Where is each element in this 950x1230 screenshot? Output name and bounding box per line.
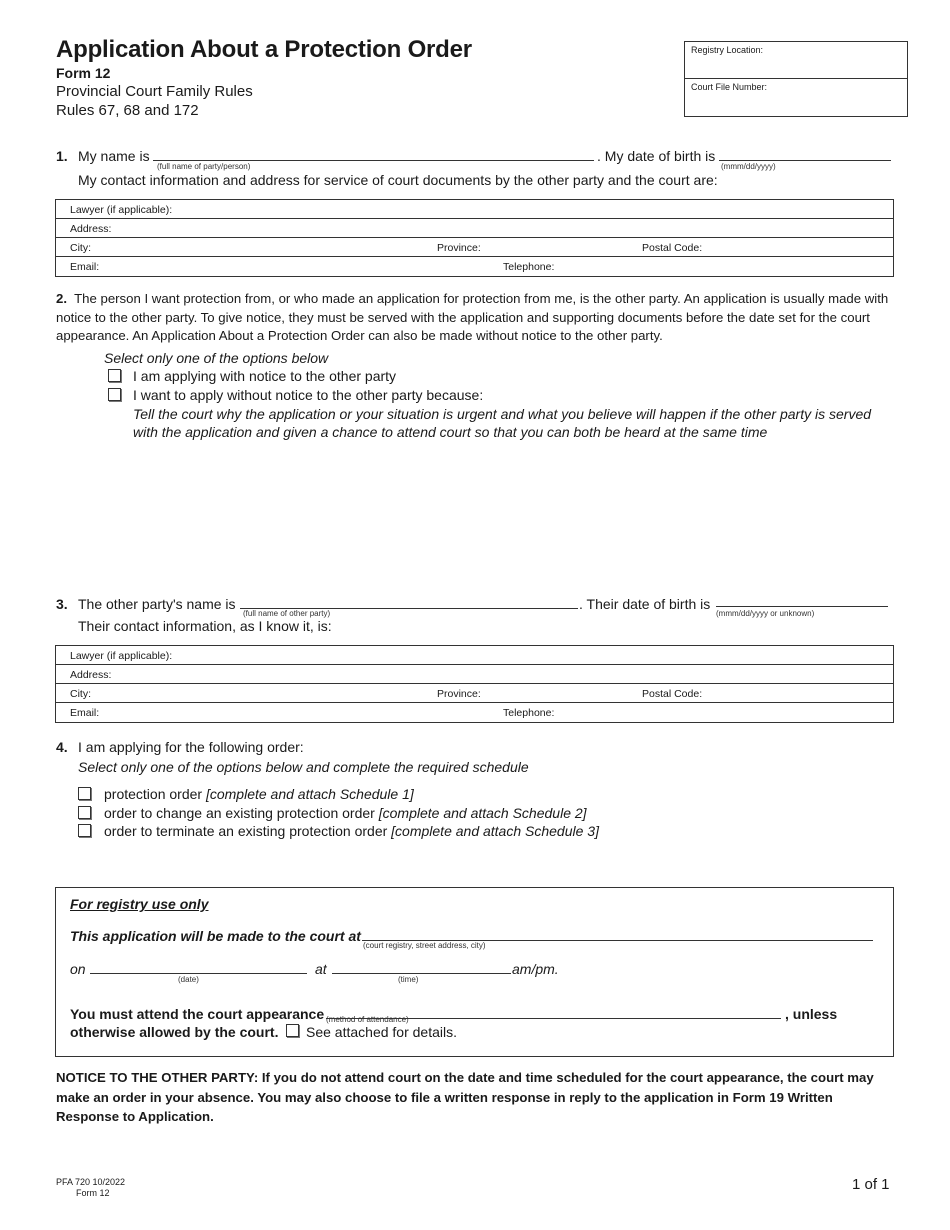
with-notice-checkbox[interactable] [108, 369, 121, 382]
province-label: Province: [437, 688, 481, 700]
time-input[interactable] [332, 973, 511, 974]
section-2-instruction: Select only one of the options below [104, 350, 329, 366]
otherwise-label: otherwise allowed by the court. [70, 1024, 279, 1040]
change-order-schedule: [complete and attach Schedule 2] [378, 805, 587, 821]
unless-label: , unless [785, 1006, 838, 1022]
lawyer-row[interactable] [56, 646, 893, 665]
rules-title: Provincial Court Family Rules [56, 83, 253, 100]
attend-label: You must attend the court appearance [70, 1006, 325, 1022]
section-2-number: 2. [56, 291, 67, 306]
registry-location-field[interactable] [685, 42, 907, 79]
city-row[interactable] [56, 238, 893, 257]
other-party-name-hint: (full name of other party) [243, 609, 331, 618]
city-row[interactable] [56, 684, 893, 703]
change-order-label: order to change an existing protection order [104, 805, 379, 821]
section-1-number: 1. [56, 148, 68, 164]
email-row[interactable] [56, 703, 893, 722]
city-label: City: [70, 688, 91, 700]
page-number: 1 of 1 [852, 1176, 890, 1193]
my-contact-table [55, 199, 894, 277]
province-label: Province: [437, 242, 481, 254]
protection-order-option [104, 786, 414, 802]
telephone-label: Telephone: [503, 261, 555, 273]
terminate-order-checkbox[interactable] [78, 824, 91, 837]
other-party-contact-text: Their contact information, as I know it, is: [78, 618, 332, 634]
urgency-explanation-area[interactable] [133, 446, 893, 586]
my-name-hint: (full name of party/person) [157, 162, 251, 171]
email-label: Email: [70, 261, 100, 273]
section-2-paragraph [56, 290, 894, 346]
time-hint: (time) [398, 975, 419, 984]
my-contact-text: My contact information and address for service of court documents by the other party and the court are: [78, 172, 718, 188]
section-3-number: 3. [56, 596, 68, 612]
footer-code: PFA 720 10/2022 [56, 1177, 126, 1187]
ampm-label: am/pm. [512, 961, 559, 977]
lawyer-row[interactable] [56, 200, 893, 219]
section-4-intro: I am applying for the following order: [78, 739, 304, 755]
registry-heading: For registry use only [70, 896, 209, 912]
terminate-order-label: order to terminate an existing protection order [104, 823, 392, 839]
section-4-instruction: Select only one of the options below and complete the required schedule [78, 759, 529, 775]
at-label: at [315, 961, 327, 977]
date-hint: (date) [178, 975, 199, 984]
without-notice-checkbox[interactable] [108, 388, 121, 401]
lawyer-label: Lawyer (if applicable): [70, 650, 173, 662]
protection-order-checkbox[interactable] [78, 787, 91, 800]
with-notice-label: I am applying with notice to the other party [133, 368, 397, 384]
urgency-instruction-line2: with the application and given a chance to attend court so that you can both be heard at the same time [133, 424, 768, 440]
method-hint: (method of attendance) [326, 1015, 409, 1024]
notice-to-other-party: NOTICE TO THE OTHER PARTY: If you do not attend court on the date and time scheduled for the court appearance, the court may make an order in your absence. You may also choose to file a written response in reply to the application in Form 19 Written Response to Application. [56, 1070, 874, 1124]
page-title: Application About a Protection Order [56, 36, 472, 63]
address-label: Address: [70, 669, 112, 681]
section-2-text: The person I want protection from, or who made an application for protection from me, is the other party. An application is usually made with notice to the other party. To give notice, they must be served with the application and supporting documents before the date set for the court appearance. An Application About a Protection Order can also be made without notice to the other party. [56, 291, 889, 343]
terminate-order-schedule: [complete and attach Schedule 3] [391, 823, 599, 839]
email-row[interactable] [56, 257, 893, 276]
my-name-input[interactable] [153, 160, 594, 161]
postal-code-label: Postal Code: [642, 688, 703, 700]
other-party-dob-label: . Their date of birth is [579, 596, 711, 612]
address-row[interactable] [56, 219, 893, 238]
terminate-order-option [104, 823, 599, 839]
postal-code-label: Postal Code: [642, 242, 703, 254]
change-order-option [104, 805, 587, 821]
city-label: City: [70, 242, 91, 254]
telephone-label: Telephone: [503, 707, 555, 719]
court-file-number-field[interactable] [685, 79, 907, 116]
my-dob-input[interactable] [719, 160, 891, 161]
rules-reference: Rules 67, 68 and 172 [56, 102, 199, 119]
date-input[interactable] [90, 973, 307, 974]
court-at-hint: (court registry, street address, city) [363, 941, 486, 950]
protection-order-schedule: [complete and attach Schedule 1] [205, 786, 414, 802]
court-at-label: This application will be made to the court at [70, 928, 361, 944]
see-attached-checkbox[interactable] [286, 1024, 299, 1037]
without-notice-label: I want to apply without notice to the other party because: [133, 387, 484, 403]
other-party-dob-hint: (mmm/dd/yyyy or unknown) [716, 609, 815, 618]
my-name-label: My name is [78, 148, 150, 164]
section-4-number: 4. [56, 739, 68, 755]
other-party-name-label: The other party's name is [78, 596, 236, 612]
see-attached-label: See attached for details. [306, 1024, 457, 1040]
email-label: Email: [70, 707, 100, 719]
other-party-contact-table [55, 645, 894, 723]
registry-location-label: Registry Location: [691, 45, 764, 55]
change-order-checkbox[interactable] [78, 806, 91, 819]
registry-info-box [684, 41, 908, 117]
urgency-instruction-line1: Tell the court why the application or your situation is urgent and what you believe will happen if the other party is served [133, 406, 872, 422]
on-label: on [70, 961, 86, 977]
other-party-dob-input[interactable] [716, 606, 888, 607]
form-number: Form 12 [56, 65, 111, 81]
my-dob-hint: (mmm/dd/yyyy) [721, 162, 776, 171]
protection-order-label: protection order [104, 786, 206, 802]
court-file-number-label: Court File Number: [691, 82, 768, 92]
address-row[interactable] [56, 665, 893, 684]
footer-form: Form 12 [76, 1188, 110, 1198]
lawyer-label: Lawyer (if applicable): [70, 204, 173, 216]
my-dob-label: . My date of birth is [597, 148, 716, 164]
address-label: Address: [70, 223, 112, 235]
